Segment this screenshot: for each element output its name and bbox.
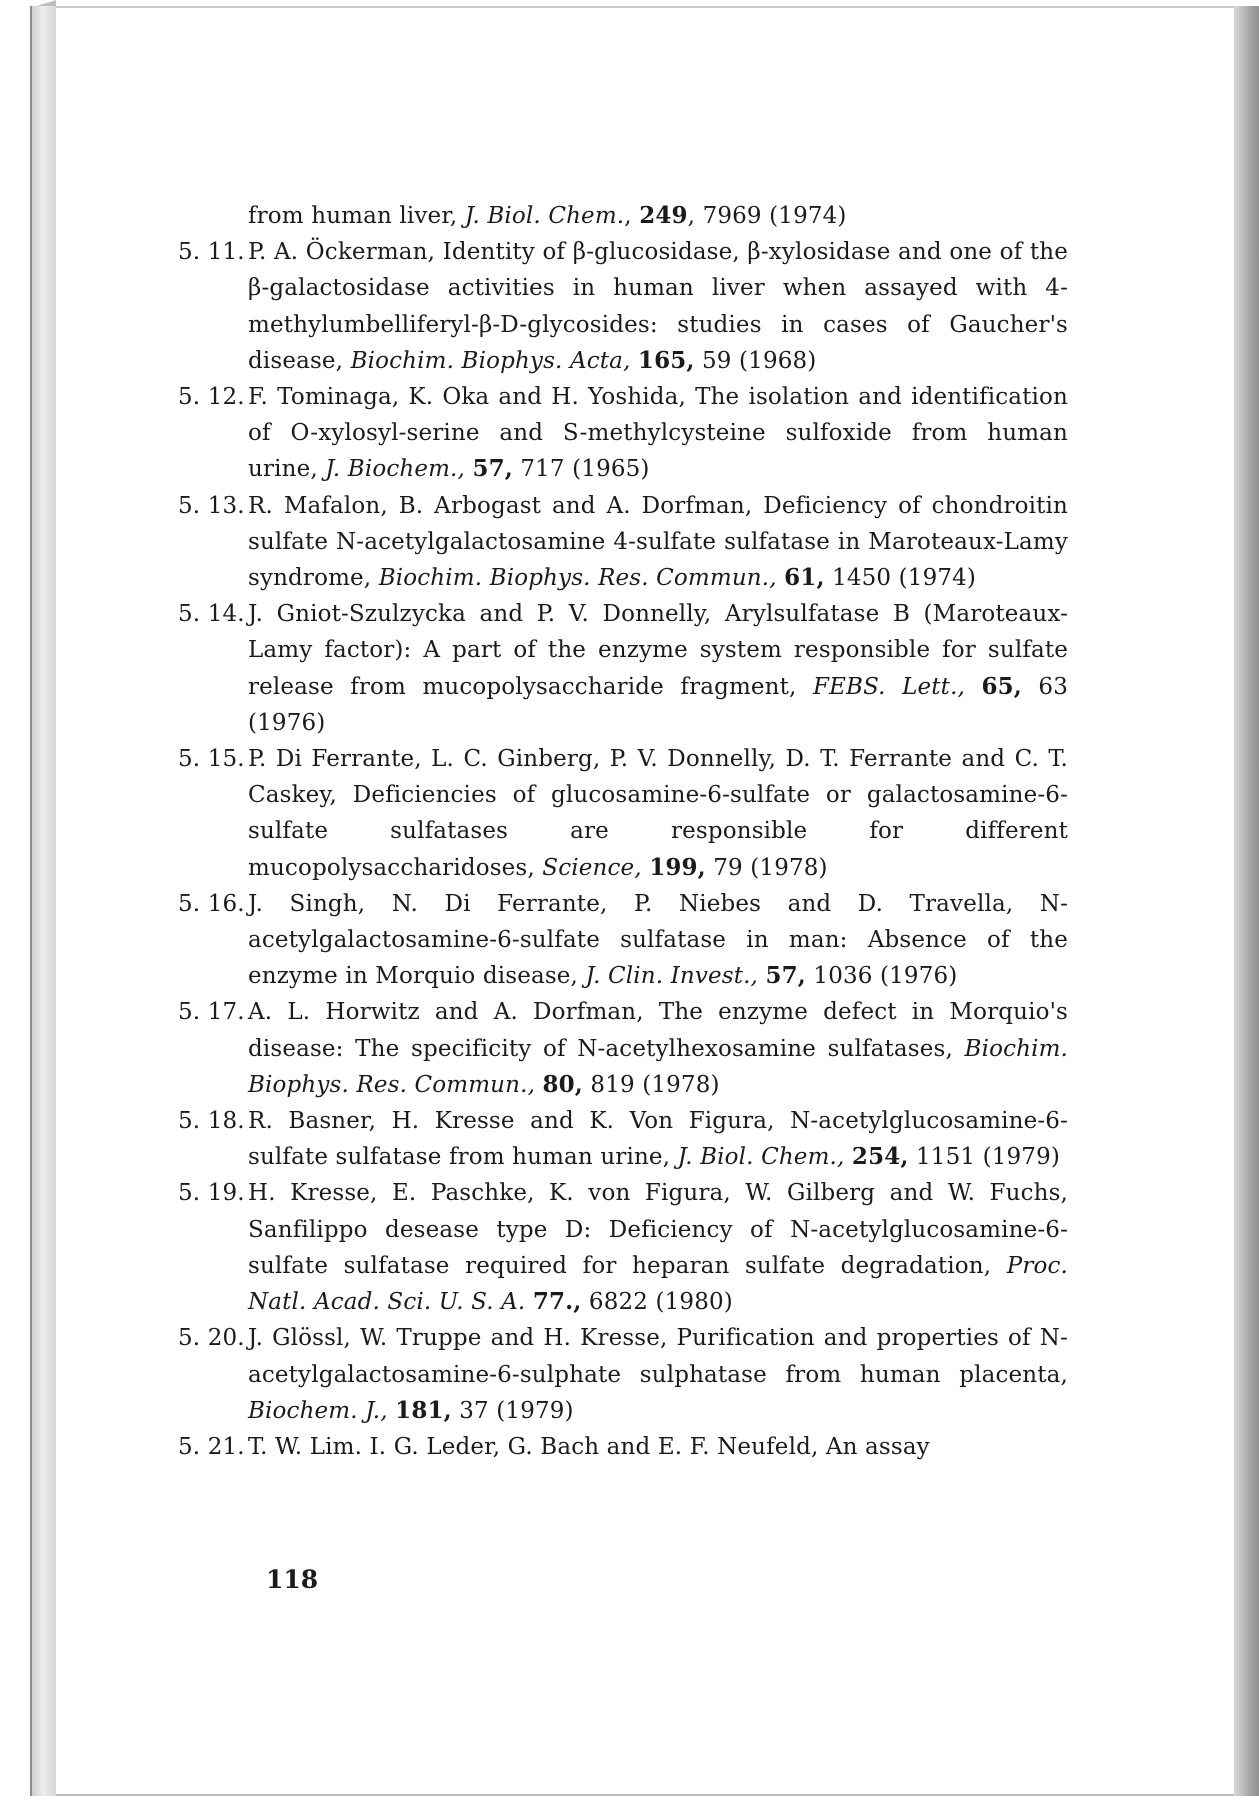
reference-item: [178, 234, 1068, 379]
reference-body: [248, 379, 1068, 488]
reference-item: [178, 886, 1068, 995]
reference-body: [248, 1175, 1068, 1320]
reference-item: [178, 1320, 1068, 1429]
reference-item: [178, 1103, 1068, 1175]
reference-text: J. Gniot-Szulzycka and P. V. Donnelly, Arylsulfatase B (Maroteaux-Lamy factor): A part of the enzyme system responsible for sulfate release from mucopolysaccharide fragment,: [248, 601, 1068, 700]
reference-volume: 181,: [395, 1396, 452, 1424]
reference-number: 5. 19.: [178, 1180, 245, 1207]
reference-list: [178, 198, 1068, 1465]
reference-journal: Proc. Natl. Acad. Sci. U. S. A.: [248, 1252, 1068, 1316]
references: [178, 234, 1068, 1465]
book-page-edge-right: [1234, 6, 1259, 1796]
reference-text: J. Glössl, W. Truppe and H. Kresse, Purification and properties of N-acetylgalactosamine-6-sulphate sulphatase from human placenta,: [248, 1325, 1068, 1388]
reference-item: [178, 379, 1068, 488]
reference-volume: 254,: [851, 1143, 909, 1171]
reference-text: P. Di Ferrante, L. C. Ginberg, P. V. Donnelly, D. T. Ferrante and C. T. Caskey, Deficiencies of glucosamine-6-sulfate or galactosamine-6-sulfate sulfatases are responsible for different mucopolysaccharidoses,: [248, 746, 1068, 881]
reference-body: [248, 234, 1068, 379]
reference-text: P. A. Öckerman, Identity of β-glucosidase, β-xylosidase and one of the β-galactosidase activities in human liver when assayed with 4-methylumbelliferyl-β-D-glycosides: studies in cases of Gaucher's disease,: [248, 239, 1068, 374]
reference-text: R. Mafalon, B. Arbogast and A. Dorfman, Deficiency of chondroitin sulfate N-acetylgalactosamine 4-sulfate sulfatase in Maroteaux-Lamy syndrome,: [248, 492, 1068, 592]
reference-text: A. L. Horwitz and A. Dorfman, The enzyme defect in Morquio's disease: The specificity of N-acetylhexosamine sulfatases,: [248, 999, 1068, 1062]
reference-volume: 65,: [981, 672, 1022, 700]
reference-item: [178, 1175, 1068, 1320]
reference-number: 5. 13.: [178, 492, 245, 519]
reference-number: 5. 20.: [178, 1325, 245, 1352]
reference-item: [178, 596, 1068, 741]
reference-item: [178, 1429, 1068, 1465]
reference-number: 5. 21.: [178, 1433, 245, 1460]
reference-journal: Biochem. J.,: [248, 1397, 388, 1424]
reference-journal: FEBS. Lett.,: [812, 673, 965, 700]
reference-pages-year: 1036 (1976): [805, 963, 958, 990]
reference-journal: J. Clin. Invest.,: [585, 963, 759, 990]
reference-body: [248, 488, 1068, 597]
reference-body: [248, 741, 1068, 886]
reference-pages-year: 63 (1976): [248, 673, 1068, 736]
reference-text: R. Basner, H. Kresse and K. Von Figura, N-acetylglucosamine-6-sulfate sulfatase from human urine,: [248, 1108, 1068, 1171]
reference-number: 5. 17.: [178, 999, 245, 1026]
reference-text: J. Singh, N. Di Ferrante, P. Niebes and D. Travella, N-acetylgalactosamine-6-sulfate sulfatase in man: Absence of the enzyme in Morquio disease,: [248, 890, 1068, 990]
reference-text: F. Tominaga, K. Oka and H. Yoshida, The isolation and identification of O-xylosyl-serine and S-methylcysteine sulfoxide from human urine,: [248, 384, 1068, 483]
reference-body: [248, 994, 1068, 1103]
reference-journal: Biochim. Biophys. Res. Commun.,: [248, 1035, 1068, 1098]
reference-volume: 199,: [649, 853, 706, 881]
book-spine-left: [30, 6, 56, 1796]
reference-body: [248, 886, 1068, 995]
reference-volume: 61,: [784, 564, 825, 592]
reference-body: [248, 1103, 1068, 1175]
reference-text: H. Kresse, E. Paschke, K. von Figura, W. Gilberg and W. Fuchs, Sanfilippo desease type D: Deficiency of N-acetylglucosamine-6-sulfate sulfatase required for heparan sulfate degradation,: [248, 1180, 1068, 1279]
continued-reference-journal: J. Biol. Chem.: [464, 203, 625, 229]
reference-number: 5. 14.: [178, 601, 245, 628]
reference-pages-year: 819 (1978): [582, 1071, 720, 1098]
reference-volume: 165,: [637, 346, 695, 374]
reference-volume: 57,: [472, 455, 513, 483]
reference-pages-year: 37 (1979): [451, 1397, 574, 1424]
reference-number: 5. 16.: [178, 890, 245, 917]
reference-volume: 57,: [765, 962, 806, 990]
reference-journal: Biochim. Biophys. Res. Commun.,: [378, 565, 777, 592]
continued-reference-text: from human liver,: [248, 203, 465, 229]
reference-journal: J. Biochem.,: [325, 456, 465, 483]
page-number: 118: [266, 1565, 319, 1594]
reference-pages-year: 79 (1978): [705, 854, 828, 881]
reference-pages-year: 6822 (1980): [581, 1289, 733, 1316]
reference-item: [178, 994, 1068, 1103]
continued-reference-separator: ,: [624, 203, 640, 229]
reference-item: [178, 741, 1068, 886]
reference-journal: Biochim. Biophys. Acta,: [350, 347, 631, 374]
reference-body: [248, 596, 1068, 741]
reference-volume: 80,: [542, 1070, 583, 1098]
reference-body: [248, 1429, 1068, 1465]
continued-reference-rest: , 7969 (1974): [687, 203, 847, 229]
reference-number: 5. 15.: [178, 746, 245, 773]
reference-number: 5. 11.: [178, 239, 245, 266]
reference-volume: 77.,: [532, 1288, 582, 1316]
reference-number: 5. 18.: [178, 1108, 245, 1135]
continued-reference: [248, 198, 1068, 234]
reference-pages-year: 717 (1965): [512, 456, 650, 483]
reference-item: [178, 488, 1068, 597]
continued-reference-volume: 249: [639, 202, 688, 229]
reference-text: T. W. Lim. I. G. Leder, G. Bach and E. F. Neufeld, An assay: [248, 1433, 930, 1460]
reference-pages-year: 59 (1968): [694, 347, 817, 374]
reference-number: 5. 12.: [178, 384, 245, 411]
reference-pages-year: 1450 (1974): [824, 565, 977, 592]
reference-pages-year: 1151 (1979): [908, 1144, 1060, 1171]
reference-journal: J. Biol. Chem.,: [677, 1144, 845, 1171]
reference-body: [248, 1320, 1068, 1429]
reference-journal: Science,: [542, 854, 642, 881]
